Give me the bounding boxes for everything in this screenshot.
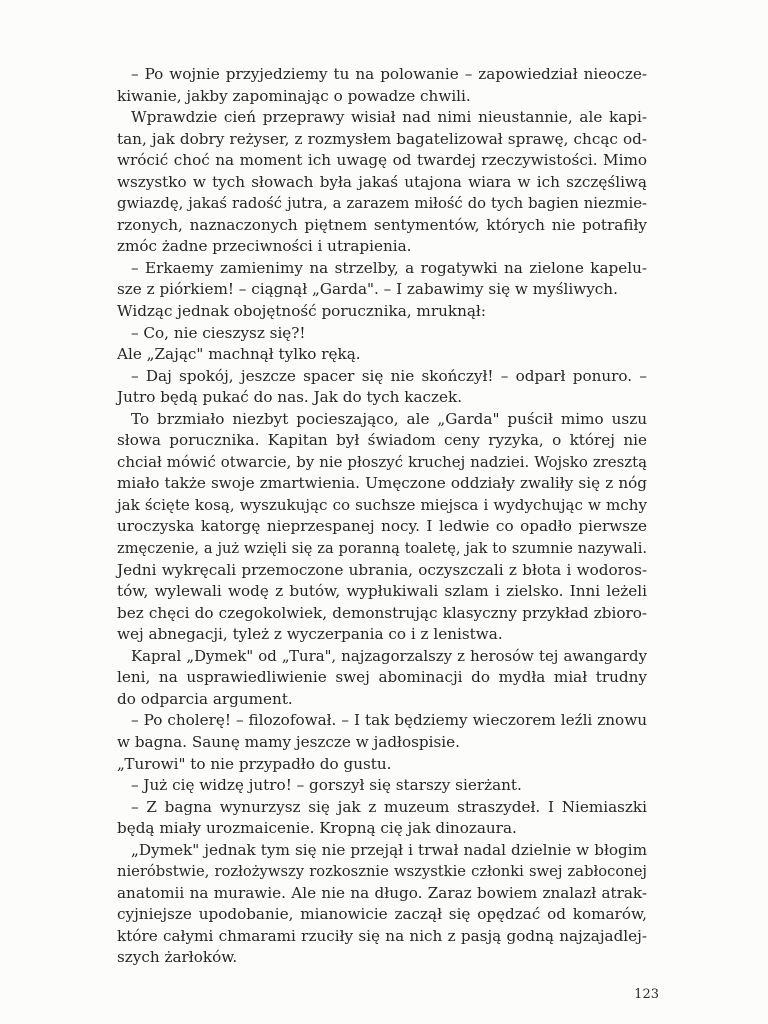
text-line: zmóc żadne przeciwności i utrapienia. [117, 237, 412, 256]
text-line: jak ścięte kosą, wyszukując co suchsze miejsca i wydychując w mchy [117, 495, 647, 514]
text-line: „Dymek" jednak tym się nie przejął i trwał nadal dzielnie w błogim [131, 840, 647, 859]
text-line: słowa porucznika. Kapitan był świadom ceny ryzyka, o której nie [117, 431, 647, 450]
text-line: Wprawdzie cień przeprawy wisiał nad nimi nieustannie, ale kapi- [131, 108, 647, 127]
body-text [117, 64, 647, 969]
text-line: będą miały urozmaicenie. Kropną cię jak dinozaura. [117, 819, 517, 838]
text-line: miało także swoje zmartwienia. Umęczone oddziały zwaliły się z nóg [117, 474, 647, 493]
text-line: tów, wylewali wodę z butów, wypłukiwali szlam i zielsko. Inni leżeli [117, 582, 647, 601]
text-line: bez chęci do czegokolwiek, demonstrując klasyczny przykład zbioro- [117, 603, 647, 622]
text-line: tan, jak dobry reżyser, z rozmysłem bagatelizował sprawę, chcąc od- [117, 129, 647, 148]
text-line: Kapral „Dymek" od „Tura", najzagorzalszy z herosów tej awangardy [131, 646, 647, 665]
text-line: Jutro będą pukać do nas. Jak do tych kaczek. [117, 388, 463, 407]
text-line: wrócić choć na moment ich uwagę od twardej rzeczywistości. Mimo [117, 151, 647, 170]
text-line: gwiazdę, jakaś radość jutra, a zarazem miłość do tych bagien niezmie- [117, 195, 647, 213]
text-line: anatomii na murawie. Ale nie na długo. Zaraz bowiem znalazł atrak- [117, 883, 647, 902]
text-line: szych żarłoków. [117, 948, 238, 967]
text-line: – Już cię widzę jutro! – gorszył się starszy sierżant. [131, 776, 522, 795]
text-line: – Daj spokój, jeszcze spacer się nie skończył! – odparł ponuro. – [131, 366, 647, 385]
text-line: – Po cholerę! – filozofował. – I tak będziemy wieczorem leźli znowu [131, 711, 647, 730]
text-line: Ale „Zając" machnął tylko ręką. [117, 345, 361, 364]
text-line: do odparcia argument. [117, 689, 293, 708]
text-line: cyjniejsze upodobanie, mianowicie zaczął się opędzać od komarów, [117, 905, 647, 924]
text-line: nieróbstwie, rozłożywszy rozkosznie wszystkie członki swej zabłoconej [117, 863, 647, 881]
text-line: rzonych, naznaczonych piętnem sentymentów, których nie potrafiły [117, 215, 647, 234]
text-line: – Po wojnie przyjedziemy tu na polowanie – zapowiedział nieocze- [131, 65, 647, 83]
text-line: Widząc jednak obojętność porucznika, mruknął: [117, 302, 486, 321]
text-line: w bagna. Saunę mamy jeszcze w jadłospisie. [117, 732, 460, 751]
text-line: zmęczenie, a już wzięli się za poranną toaletę, jak to szumnie nazywali. [117, 540, 647, 558]
text-line: To brzmiało niezbyt pocieszająco, ale „Garda" puścił mimo uszu [131, 409, 647, 428]
page-number: 123 [634, 987, 659, 1002]
text-line: wej abnegacji, tyleż z wyczerpania co i z lenistwa. [117, 625, 503, 644]
text-line: sze z piórkiem! – ciągnął „Garda". – I zabawimy się w myśliwych. [117, 280, 618, 299]
text-line: kiwanie, jakby zapominając o powadze chwili. [117, 86, 471, 105]
text-line: – Co, nie cieszysz się?! [131, 323, 306, 342]
text-line: uroczyska katorgę nieprzespanej nocy. I ledwie co opadło pierwsze [117, 517, 647, 536]
text-line: – Z bagna wynurzysz się jak z muzeum straszydeł. I Niemiaszki [131, 797, 647, 816]
text-line: chciał mówić otwarcie, by nie płoszyć kruchej nadziei. Wojsko zresztą [117, 452, 647, 471]
text-line: – Erkaemy zamienimy na strzelby, a rogatywki na zielone kapelu- [131, 258, 647, 277]
text-line: wszystko w tych słowach była jakaś utajona wiara w ich szczęśliwą [117, 172, 647, 191]
text-line: Jedni wykręcali przemoczone ubrania, oczyszczali z błota i wodoros- [117, 560, 647, 579]
text-line: „Turowi" to nie przypadło do gustu. [117, 754, 392, 773]
text-line: które całymi chmarami rzuciły się na nich z pasją godną najzajadlej- [117, 926, 647, 945]
text-line: leni, na usprawiedliwienie swej abominacji do mydła miał trudny [117, 668, 647, 687]
